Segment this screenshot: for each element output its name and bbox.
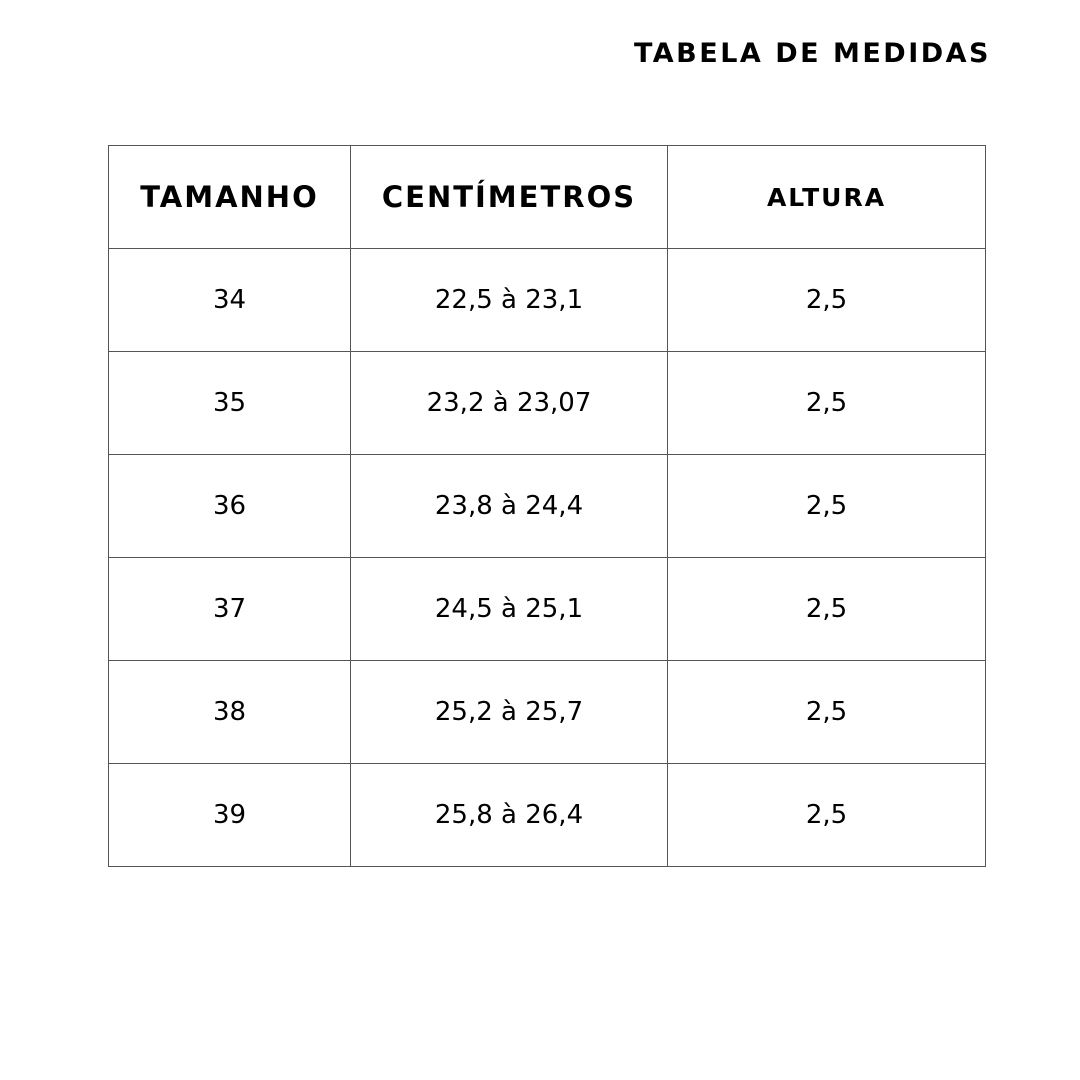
cell-size: 34 [109,249,351,352]
cell-centimeters: 24,5 à 25,1 [351,558,668,661]
size-table [108,145,986,867]
cell-height: 2,5 [668,455,986,558]
table-header-row [109,146,986,249]
table-row [109,249,986,352]
cell-size: 35 [109,352,351,455]
table-row [109,455,986,558]
cell-height: 2,5 [668,249,986,352]
cell-size: 36 [109,455,351,558]
table-row [109,764,986,867]
table-row [109,558,986,661]
cell-height: 2,5 [668,764,986,867]
cell-centimeters: 25,2 à 25,7 [351,661,668,764]
cell-centimeters: 23,8 à 24,4 [351,455,668,558]
cell-centimeters: 25,8 à 26,4 [351,764,668,867]
header-size: TAMANHO [109,146,351,249]
cell-centimeters: 23,2 à 23,07 [351,352,668,455]
header-centimeters: CENTÍMETROS [351,146,668,249]
cell-size: 39 [109,764,351,867]
cell-centimeters: 22,5 à 23,1 [351,249,668,352]
cell-size: 38 [109,661,351,764]
page-title: TABELA DE MEDIDAS [633,38,991,69]
header-height: ALTURA [668,146,986,249]
cell-height: 2,5 [668,352,986,455]
table-row [109,352,986,455]
cell-height: 2,5 [668,661,986,764]
table-row [109,661,986,764]
cell-size: 37 [109,558,351,661]
cell-height: 2,5 [668,558,986,661]
